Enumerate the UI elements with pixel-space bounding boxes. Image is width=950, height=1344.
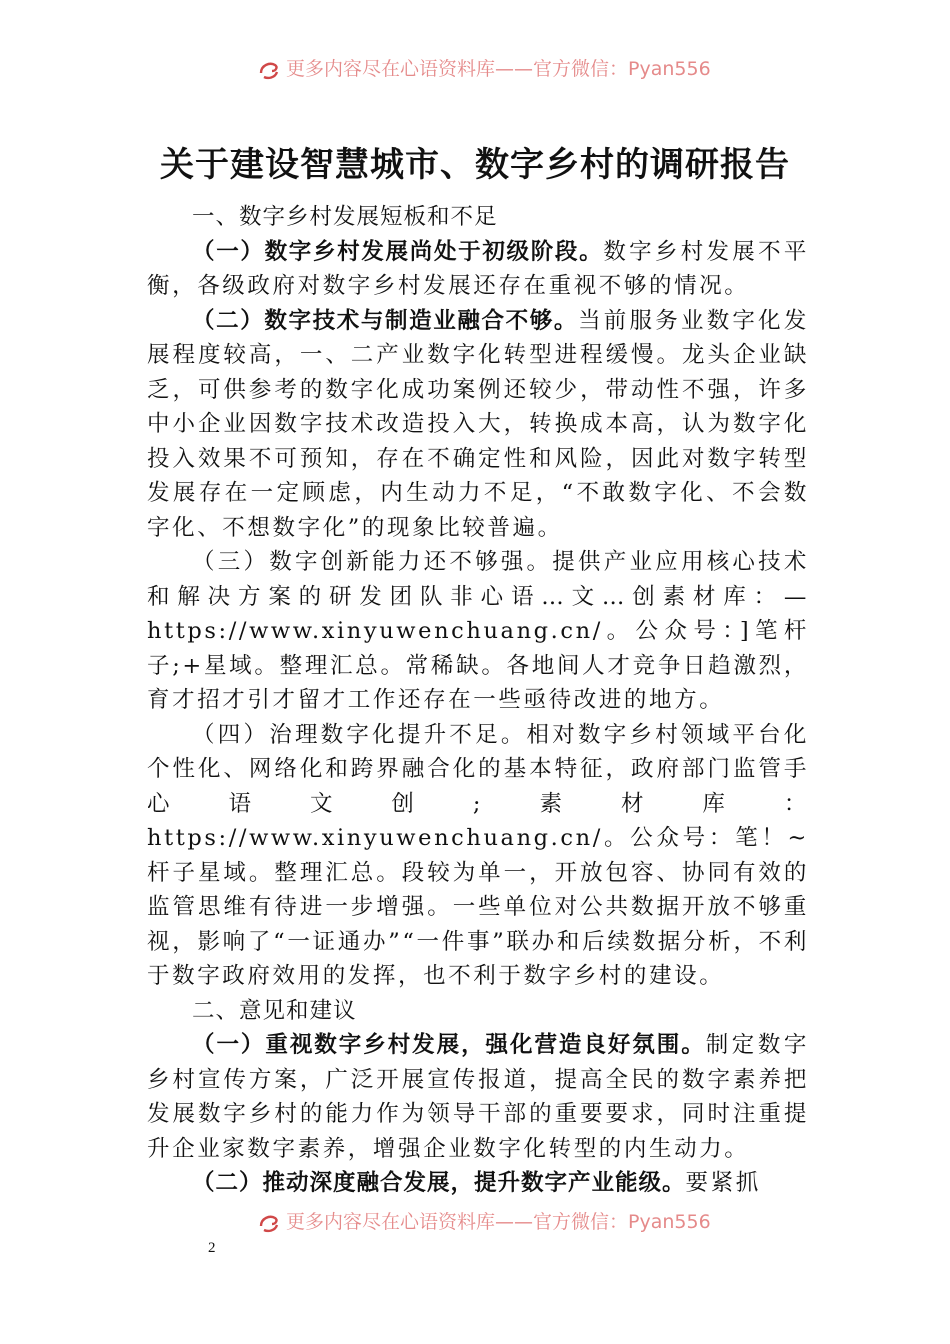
paragraph-lead: （一）数字乡村发展尚处于初级阶段。: [192, 238, 604, 265]
logo-icon: [258, 1212, 280, 1234]
paragraph-lead: （二）数字技术与制造业融合不够。: [192, 307, 579, 334]
paragraph-5: [147, 1028, 809, 1166]
paragraph-3: （三）数字创新能力还不够强。提供产业应用核心技术和解决方案的研发团队非心语…文…创素材库：—https://www.xinyuwenchuang.cn/。公众号：]笔杆子;+星域。整理汇总。常稀缺。各地间人才竞争日趋激烈，育才招才引才留才工作还存在一些亟待改进的地方。: [147, 549, 809, 713]
paragraph-lead: （二）推动深度融合发展，提升数字产业能级。: [192, 1170, 686, 1196]
paragraph-text: 数字乡村发展不平衡，各级政府对数字乡村发展还存在重视不够的情况。: [147, 238, 809, 299]
paragraph-text: 要紧抓: [685, 1170, 761, 1196]
document-title: 关于建设智慧城市、数字乡村的调研报告: [160, 145, 790, 185]
section-heading-1: 一、数字乡村发展短板和不足: [192, 204, 498, 230]
watermark-text: 更多内容尽在心语资料库——官方微信：Pyan556: [286, 58, 711, 80]
paragraph-4: （四）治理数字化提升不足。相对数字乡村领域平台化个性化、网络化和跨界融合化的基本特征，政府部门监管手心语文创;素材库：https://www.xinyuwenchuang.cn/。公众号：笔！~杆子星域。整理汇总。段较为单一，开放包容、协同有效的监管思维有待进一步增强。一些单位对公共数据开放不够重视，影响了“一证通办”“一件事”联办和后续数据分析，不利于数字政府效用的发挥，也不利于数字乡村的建设。: [147, 721, 809, 989]
paragraph-6: [147, 1166, 809, 1201]
logo-icon: [258, 59, 280, 81]
page-number: 2: [208, 1240, 216, 1256]
document-body: [147, 200, 809, 1201]
paragraph-lead: （一）重视数字乡村发展，强化营造良好氛围。: [192, 1032, 706, 1058]
paragraph-1: [147, 235, 809, 304]
paragraph-2: [147, 304, 809, 546]
section-heading-2: 二、意见和建议: [192, 997, 357, 1024]
paragraph-text: 制定数字乡村宣传方案，广泛开展宣传报道，提高全民的数字素养把发展数字乡村的能力作为领导干部的重要要求，同时注重提升企业家数字素养，增强企业数字化转型的内生动力。: [147, 1032, 809, 1162]
watermark-text: 更多内容尽在心语资料库——官方微信：Pyan556: [286, 1211, 711, 1233]
header-watermark: [258, 55, 778, 83]
footer-watermark: [258, 1208, 778, 1236]
paragraph-text: 当前服务业数字化发展程度较高，一、二产业数字化转型进程缓慢。龙头企业缺乏，可供参考的数字化成功案例还较少，带动性不强，许多中小企业因数字技术改造投入大，转换成本高，认为数字化投入效果不可预知，存在不确定性和风险，因此对数字转型发展存在一定顾虑，内生动力不足，“不敢数字化、不会数字化、不想数字化”的现象比较普遍。: [147, 307, 809, 541]
